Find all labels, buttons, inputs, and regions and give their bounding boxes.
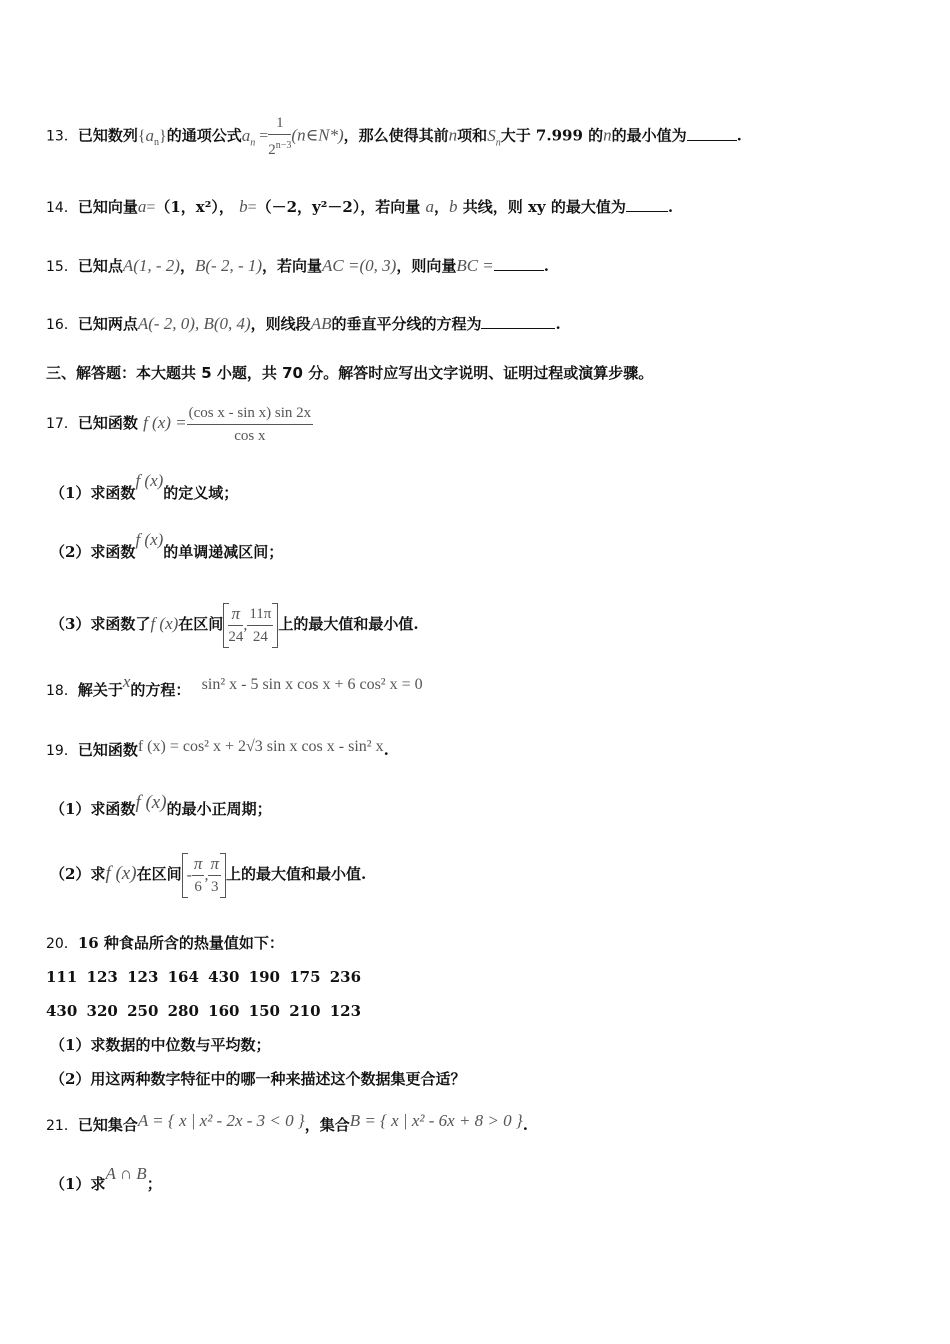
answer-blank — [626, 197, 668, 212]
question-17: 17．已知函数 f (x) = $\frac{\text{(cos x - sin x) sin 2x}}{\text{cos x}}$ — [46, 399, 910, 448]
q20-part-2: （2）用这两种数字特征中的哪一种来描述这个数据集更合适？ — [50, 1070, 466, 1088]
question-16: 16．已知两点A(- 2, 0), B(0, 4)，则线段AB的垂直平分线的方程为 . — [46, 314, 561, 333]
set-A: A = { x | x² - 2x - 3 < 0 } — [137, 1111, 305, 1130]
data-row-2: 430 320 250 280 160 150 210 123 — [46, 1002, 362, 1020]
question-number: 16． — [46, 317, 78, 333]
question-15: 15．已知点A(1, - 2)，B(- 2, - 1)，若向量AC =(0, 3)，则向量BC = . — [46, 256, 550, 275]
formula-fraction: $\frac{1}{2^{n-3}}$ — [268, 112, 291, 161]
question-number: 19． — [46, 743, 78, 759]
answer-blank — [687, 126, 737, 141]
equation: f (x) = cos² x + 2√3 sin x cos x - sin² x — [137, 738, 384, 755]
question-number: 15． — [46, 259, 78, 275]
q20-part-1: （1）求数据的中位数与平均数； — [50, 1036, 271, 1054]
question-13: 13．已知数列$\{a_n\}$的通项公式$a_n$ = $\frac{1}{2^{n-3}}$ (n∈N*)，那么使得其前n项和$S_n$大于 7.999 的n的最小值为 . — [46, 112, 910, 161]
sequence-notation: $\{a_n\}$ — [137, 125, 167, 148]
formula-condition: (n∈N*) — [291, 125, 344, 145]
question-number: 20． — [46, 936, 78, 952]
set-B: B = { x | x² - 6x + 8 > 0 } — [349, 1111, 523, 1130]
data-row-1: 111 123 123 164 430 190 175 236 — [46, 968, 362, 986]
question-number: 13． — [46, 128, 78, 145]
question-number: 18． — [46, 683, 78, 699]
q21-part-1: （1）求A ∩ B； — [50, 1164, 162, 1193]
question-number: 14． — [46, 200, 78, 216]
interval-bracket: $\frac{\pi}{24}$ , $\frac{11\pi}{24}$ — [223, 603, 278, 648]
section-heading: 三、解答题：本大题共 5 小题，共 70 分。解答时应写出文字说明、证明过程或演算步骤。 — [46, 364, 654, 382]
answer-blank — [494, 256, 544, 271]
function-fraction: $\frac{\text{(cos x - sin x) sin 2x}}{\text{cos x}}$ — [187, 402, 314, 447]
answer-blank — [481, 314, 555, 329]
equation: sin² x - 5 sin x cos x + 6 cos² x = 0 — [201, 676, 423, 693]
question-number: 21． — [46, 1118, 78, 1134]
question-18: 18．解关于x的方程： sin² x - 5 sin x cos x + 6 cos² x = 0 — [46, 672, 423, 699]
q17-part-3: （3）求函数了f (x)在区间 $\frac{\pi}{24}$ , $\frac{11\pi}{24}$ 上的最大值和最小值. — [50, 600, 419, 648]
question-20: 20．16 种食品所含的热量值如下： — [46, 934, 284, 952]
question-19: 19．已知函数f (x) = cos² x + 2√3 sin x cos x - sin² x. — [46, 738, 389, 759]
q19-part-2: （2）求f (x)在区间 - $\frac{\pi}{6}$ , $\frac{\pi}{3}$ 上的最大值和最小值. — [50, 850, 366, 898]
formula-lhs: $a_n$ — [241, 125, 256, 148]
q17-part-1: （1）求函数f (x)的定义域； — [50, 471, 239, 502]
q19-part-1: （1）求函数f (x)的最小正周期； — [50, 792, 272, 818]
question-14: 14．已知向量a=（1，x²）， b=（－2，y²－2），若向量 a，b 共线，则 xy 的最大值为 . — [46, 197, 674, 216]
question-number: 17． — [46, 416, 78, 432]
question-21: 21．已知集合A = { x | x² - 2x - 3 < 0 }，集合B = { x | x² - 6x + 8 > 0 }. — [46, 1111, 528, 1134]
interval-bracket: - $\frac{\pi}{6}$ , $\frac{\pi}{3}$ — [182, 853, 226, 898]
q17-part-2: （2）求函数f (x)的单调递减区间； — [50, 530, 284, 561]
